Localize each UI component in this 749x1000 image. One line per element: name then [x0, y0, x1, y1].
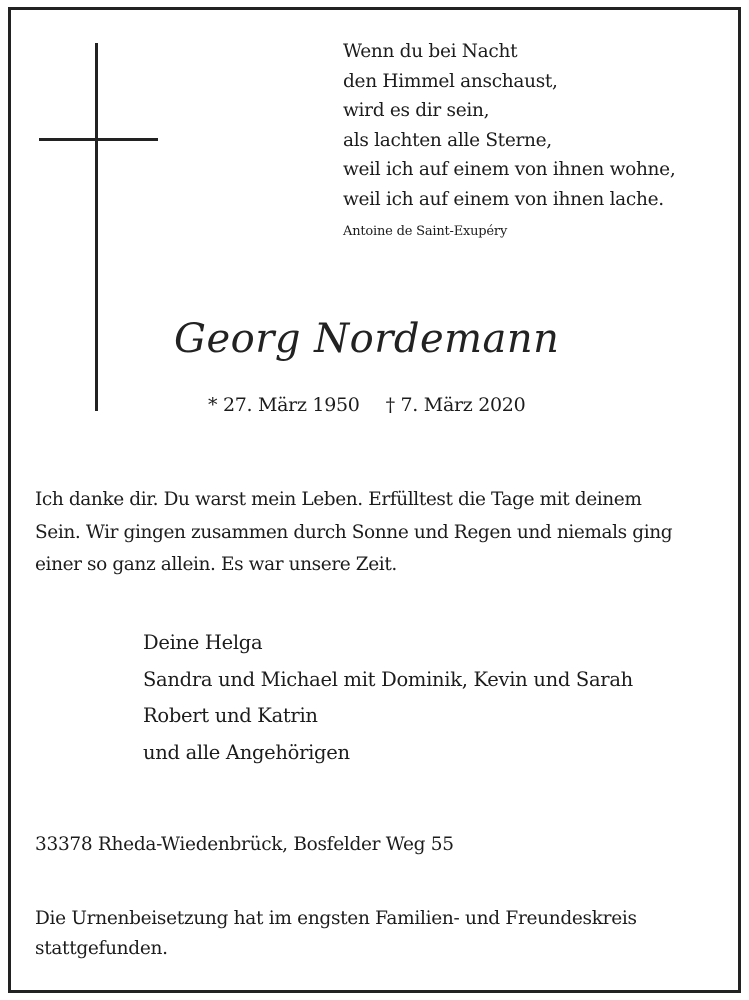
mourners-list [143, 625, 723, 771]
mourner-line: Deine Helga [143, 631, 263, 654]
farewell-message [35, 484, 725, 582]
message-line: Ich danke dir. Du warst mein Leben. Erfülltest die Tage mit deinem [35, 489, 642, 510]
poem-author: Antoine de Saint-Exupéry [343, 224, 508, 239]
burial-notice [35, 904, 725, 964]
life-dates [208, 394, 525, 416]
poem [343, 37, 723, 214]
message-line: einer so ganz allein. Es war unsere Zeit. [35, 554, 397, 575]
cross-icon-vertical [95, 43, 98, 411]
message-line: Sein. Wir gingen zusammen durch Sonne und Regen und niemals ging [35, 521, 673, 543]
poem-line: als lachten alle Sterne, [343, 129, 552, 151]
burial-line: stattgefunden. [35, 938, 168, 959]
death-date: † 7. März 2020 [385, 394, 526, 416]
poem-line: weil ich auf einem von ihnen wohne, [343, 159, 676, 180]
burial-line: Die Urnenbeisetzung hat im engsten Familien- und Freundeskreis [35, 908, 637, 929]
poem-line: den Himmel anschaust, [343, 70, 558, 92]
deceased-name: Georg Nordemann [174, 316, 560, 362]
cross-icon-horizontal [39, 138, 158, 141]
mourner-line: und alle Angehörigen [143, 740, 350, 764]
birth-date: * 27. März 1950 [208, 394, 360, 416]
mourner-line: Sandra und Michael mit Dominik, Kevin und Sarah [143, 667, 633, 691]
address: 33378 Rheda-Wiedenbrück, Bosfelder Weg 55 [35, 834, 454, 855]
poem-line: wird es dir sein, [343, 100, 490, 121]
poem-line: weil ich auf einem von ihnen lache. [343, 188, 664, 210]
poem-line: Wenn du bei Nacht [343, 41, 518, 62]
mourner-line: Robert und Katrin [143, 704, 318, 727]
